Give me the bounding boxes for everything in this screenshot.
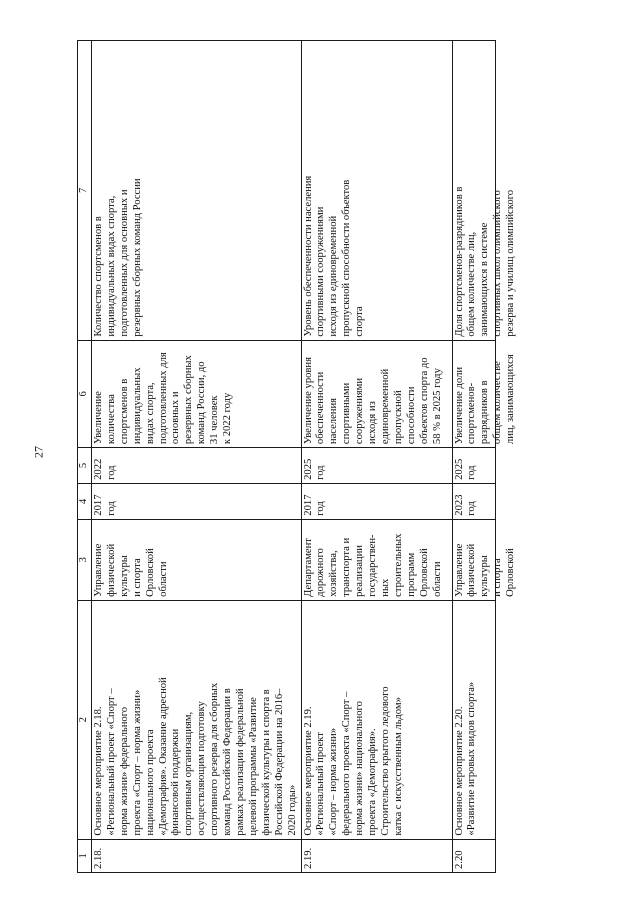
header-col-7: 7: [78, 41, 92, 341]
expected-result: Увеличение уровня обеспеченности населения спортивными сооружениями исходя из единовременной пропускной способности объектов спорта до 58 % в 2025 году: [301, 340, 452, 447]
event-name: Основное мероприятие 2.18. «Региональный проект «Спорт – норма жизни» федерального проекта «Спорт – норма жизни» национального проекта «Демография». Оказание адресной финансовой поддержки спортивным организациям, осуществляющим подготовку спортивного резерва для сборных команд Российской Федерации в рамках реализации федеральной целевой программы «Развитие физической культуры и спорта в Российской Федерации на 2016– 2020 годы»: [92, 600, 302, 839]
header-col-5: 5: [78, 448, 92, 484]
event-name: Основное мероприятие 2.20. «Развитие игровых видов спорта»: [452, 600, 495, 839]
row-number: 2.19.: [301, 839, 452, 872]
executor: Управление физической культуры и спорта Орловской: [452, 519, 495, 600]
header-col-3: 3: [78, 519, 92, 600]
header-col-6: 6: [78, 340, 92, 447]
end-year: 2022 год: [92, 448, 302, 484]
end-year: 2025 год: [301, 448, 452, 484]
page-number: 27: [31, 446, 46, 458]
program-table: [77, 40, 517, 873]
document-sheet: [77, 40, 590, 873]
table-row: [452, 41, 495, 873]
header-col-2: 2: [78, 600, 92, 839]
header-col-4: 4: [78, 483, 92, 519]
indicator: Уровень обеспеченности населения спортивными сооружениями исходя из единовременной пропускной способности объектов спорта: [301, 41, 452, 341]
start-year: 2017 год: [92, 483, 302, 519]
table-header-row: [78, 41, 92, 873]
table-row: [92, 41, 302, 873]
header-col-1: 1: [78, 839, 92, 872]
event-name: Основное мероприятие 2.19. «Региональный проект «Спорт – норма жизни» федерального проекта «Спорт – норма жизни» национального проекта «Демография». Строительство крытого ледового катка с искусственным льдом»: [301, 600, 452, 839]
end-year: 2025 год: [452, 448, 495, 484]
start-year: 2023 год: [452, 483, 495, 519]
expected-result: Увеличение количества спортсменов в индивидуальных видах спорта, подготовленных для основных и резервных сборных команд России, до 31 человек к 2022 году: [92, 340, 302, 447]
expected-result: Увеличение доли спортсменов- разрядников в общем количестве лиц, занимающихся: [452, 340, 495, 447]
executor: Департамент дорожного хозяйства, транспорта и реализации государствен- ных строительных программ Орловской области: [301, 519, 452, 600]
indicator: Доля спортсменов-разрядников в общем количестве лиц, занимающихся в системе спортивных школ олимпийского резерва и училищ олимпийского: [452, 41, 495, 341]
row-number: 2.20: [452, 839, 495, 872]
start-year: 2017 год: [301, 483, 452, 519]
executor: Управление физической культуры и спорта Орловской области: [92, 519, 302, 600]
table-row: [301, 41, 452, 873]
row-number: 2.18.: [92, 839, 302, 872]
indicator: Количество спортсменов в индивидуальных видах спорта, подготовленных для основных и резервных сборных команд России: [92, 41, 302, 341]
